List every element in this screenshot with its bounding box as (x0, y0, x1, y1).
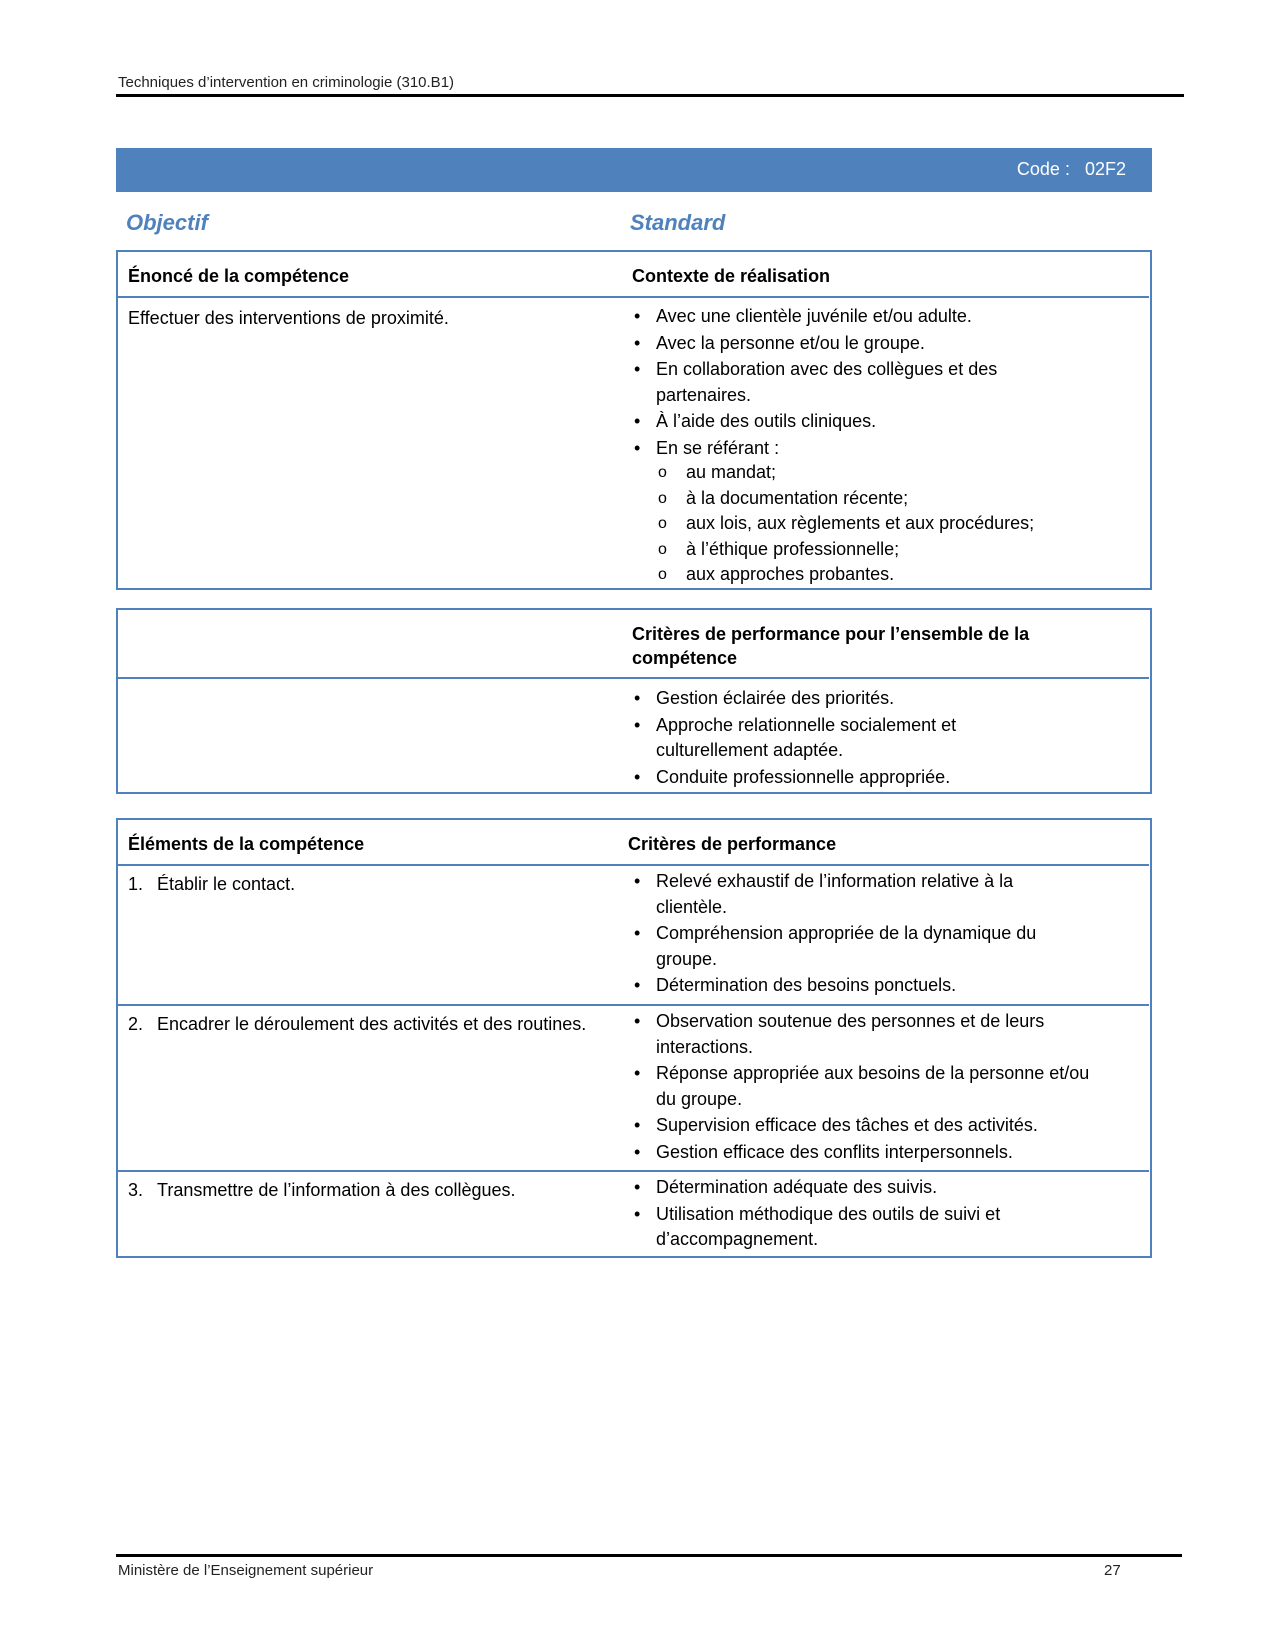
context-list (632, 304, 1052, 588)
list-item: • Réponse appropriée aux besoins de la personne et/ou du groupe. (632, 1061, 1102, 1112)
sub-list-item: o à l’éthique professionnelle; (632, 537, 1052, 563)
statement-heading: Énoncé de la compétence (128, 266, 350, 286)
code-label: Code : 02F2 (1016, 159, 1126, 179)
sub-list-item: o aux approches probantes. (632, 562, 1052, 588)
element-row-1: 1. Établir le contact. (128, 874, 296, 894)
global-criteria-list (632, 686, 1012, 791)
objective-title: Objectif (126, 210, 208, 235)
table-divider (118, 677, 1149, 679)
sub-list-item: o au mandat; (632, 460, 1052, 486)
competence-statement: Effectuer des interventions de proximité. (128, 308, 449, 328)
standard-title: Standard (630, 210, 726, 235)
list-item: • Compréhension appropriée de la dynamique du groupe. (632, 921, 1088, 972)
element-row-3: 3. Transmettre de l’information à des collègues. (128, 1180, 516, 1200)
document-header: Techniques d’intervention en criminologie (310.B1) (118, 74, 455, 91)
sub-list-item: o aux lois, aux règlements et aux procédures; (632, 511, 1052, 537)
global-criteria-table (116, 608, 1152, 794)
list-item: • Détermination adéquate des suivis. (632, 1175, 1062, 1201)
list-item: • Avec une clientèle juvénile et/ou adulte. (632, 304, 1052, 330)
context-heading: Contexte de réalisation (632, 266, 831, 286)
list-item: • Conduite professionnelle appropriée. (632, 765, 1012, 791)
table-divider (118, 296, 1149, 298)
row-divider (118, 1170, 1149, 1172)
row-divider (118, 1004, 1149, 1006)
criteria-list-3 (632, 1175, 1062, 1254)
list-item: • Approche relationnelle socialement et culturellement adaptée. (632, 713, 1012, 764)
table-divider (118, 864, 1149, 866)
sub-list-item: o à la documentation récente; (632, 486, 1052, 512)
list-item: • En se référant : (632, 436, 1052, 462)
list-item: • Observation soutenue des personnes et de leurs interactions. (632, 1009, 1102, 1060)
competence-table (116, 250, 1152, 590)
header-rule (116, 94, 1184, 97)
criteria-heading: Critères de performance (628, 834, 837, 854)
criteria-list-2 (632, 1009, 1102, 1166)
list-item: • Gestion éclairée des priorités. (632, 686, 1012, 712)
global-criteria-heading: Critères de performance pour l’ensemble de la compétence (632, 624, 1030, 668)
list-item: • Détermination des besoins ponctuels. (632, 973, 1088, 999)
list-item: • Avec la personne et/ou le groupe. (632, 331, 1052, 357)
code-bar (116, 148, 1152, 192)
list-item: • À l’aide des outils cliniques. (632, 409, 1052, 435)
list-item: • Utilisation méthodique des outils de suivi et d’accompagnement. (632, 1202, 1062, 1253)
elements-heading: Éléments de la compétence (128, 834, 365, 854)
elements-table (116, 818, 1152, 1258)
list-item: • Supervision efficace des tâches et des activités. (632, 1113, 1102, 1139)
list-item: • En collaboration avec des collègues et des partenaires. (632, 357, 1052, 408)
list-item: • Gestion efficace des conflits interpersonnels. (632, 1140, 1102, 1166)
footer-rule (116, 1554, 1182, 1557)
criteria-list-1 (632, 869, 1088, 1000)
list-item: • Relevé exhaustif de l’information relative à la clientèle. (632, 869, 1088, 920)
page-number: 27 (1104, 1562, 1121, 1579)
footer-ministry: Ministère de l’Enseignement supérieur (118, 1562, 374, 1579)
element-row-2: 2. Encadrer le déroulement des activités et des routines. (128, 1014, 587, 1034)
